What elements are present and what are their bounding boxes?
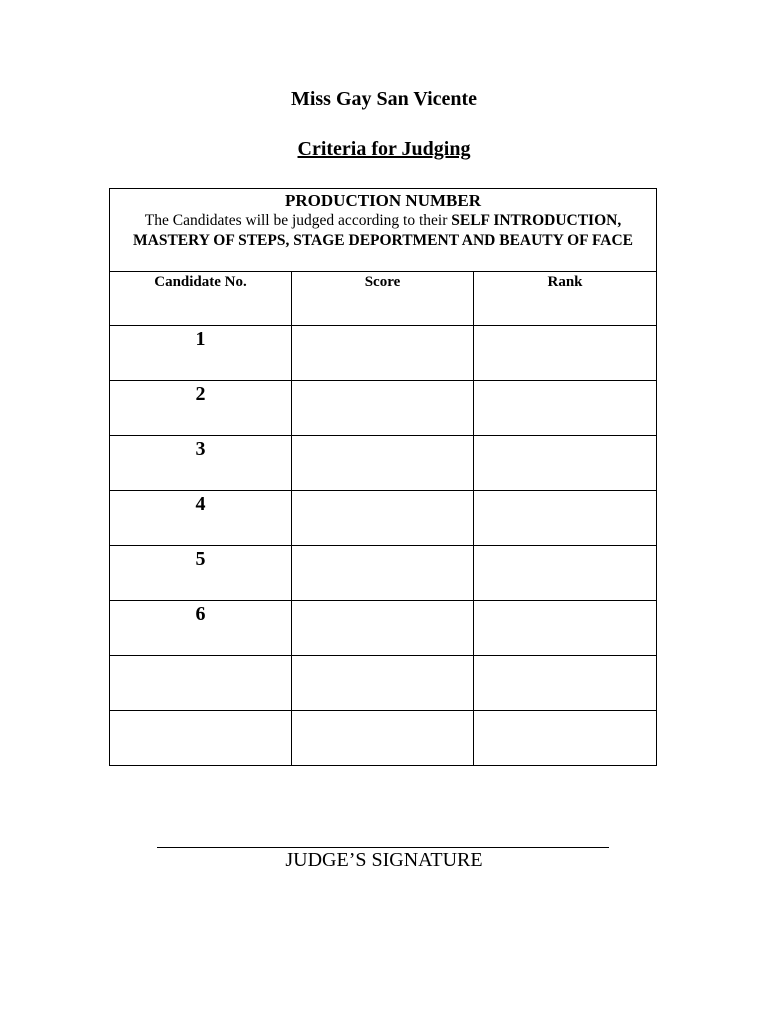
table-row <box>110 491 657 546</box>
score-cell[interactable] <box>292 601 474 656</box>
rank-cell[interactable] <box>474 326 657 381</box>
candidate-number: 3 <box>110 436 292 491</box>
rank-cell[interactable] <box>474 546 657 601</box>
candidate-number[interactable] <box>110 656 292 711</box>
page-subtitle <box>0 138 768 161</box>
candidate-number: 6 <box>110 601 292 656</box>
score-cell[interactable] <box>292 381 474 436</box>
rank-cell[interactable] <box>474 491 657 546</box>
page-title: Miss Gay San Vicente <box>290 88 478 110</box>
rank-cell[interactable] <box>474 436 657 491</box>
table-row <box>110 436 657 491</box>
description-bold: SELF INTRODUCTION, MASTERY OF STEPS, STAGE DEPORTMENT AND BEAUTY OF FACE <box>133 212 633 249</box>
table-row <box>110 546 657 601</box>
table-row <box>110 381 657 436</box>
score-cell[interactable] <box>292 326 474 381</box>
table-header-cell <box>110 189 657 272</box>
table-row <box>110 656 657 711</box>
signature-label: JUDGE’S SIGNATURE <box>285 849 483 871</box>
subtitle-text: Criteria for Judging <box>297 138 471 160</box>
section-description <box>110 211 656 251</box>
score-cell[interactable] <box>292 546 474 601</box>
signature-line <box>157 847 609 848</box>
section-title: PRODUCTION NUMBER <box>285 191 481 210</box>
score-cell[interactable] <box>292 436 474 491</box>
description-plain: The Candidates will be judged according to their <box>144 212 452 229</box>
score-cell[interactable] <box>292 491 474 546</box>
rank-cell[interactable] <box>474 601 657 656</box>
table-row <box>110 711 657 766</box>
rank-cell[interactable] <box>474 656 657 711</box>
column-header-candidate: Candidate No. <box>110 272 292 326</box>
candidate-number: 5 <box>110 546 292 601</box>
candidate-number: 4 <box>110 491 292 546</box>
column-header-score: Score <box>292 272 474 326</box>
candidate-number: 1 <box>110 326 292 381</box>
rank-cell[interactable] <box>474 711 657 766</box>
table-row <box>110 601 657 656</box>
table-row <box>110 326 657 381</box>
rank-cell[interactable] <box>474 381 657 436</box>
judging-table <box>109 188 657 766</box>
score-cell[interactable] <box>292 656 474 711</box>
score-cell[interactable] <box>292 711 474 766</box>
candidate-number: 2 <box>110 381 292 436</box>
candidate-number[interactable] <box>110 711 292 766</box>
column-header-rank: Rank <box>474 272 657 326</box>
